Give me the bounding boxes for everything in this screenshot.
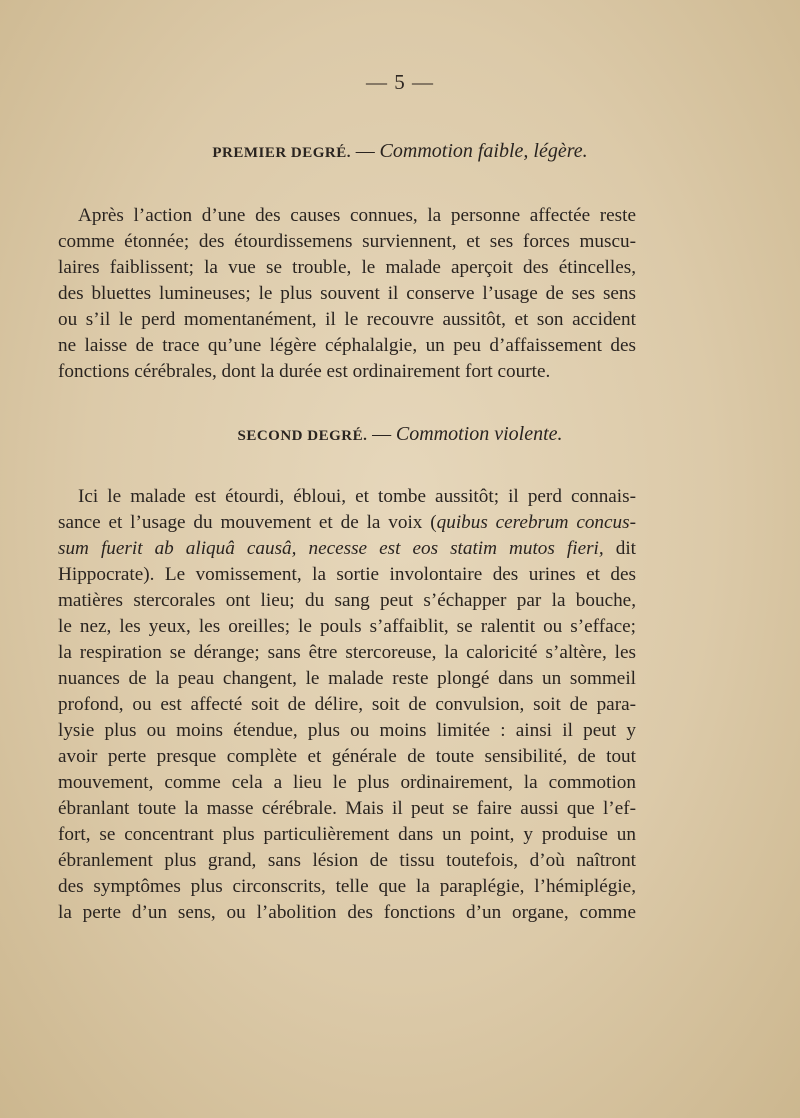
text-line: mouvement, comme cela a lieu le plus ordinairement, la commotion [58, 772, 636, 793]
section-heading-second-degre [0, 423, 800, 446]
text-line: la respiration se dérange; sans être stercoreuse, la caloricité s’altère, les [58, 642, 636, 663]
text-line: fonctions cérébrales, dont la durée est ordinairement fort courte. [58, 361, 551, 382]
paragraph-premier-degre [58, 203, 636, 385]
text-line [58, 536, 636, 562]
text-line: avoir perte presque complète et générale de toute sensibilité, de tout [58, 746, 636, 767]
section-label: PREMIER DEGRÉ. [212, 145, 352, 161]
latin-quote: quibus cerebrum concus- [436, 512, 636, 533]
text-line: matières stercorales ont lieu; du sang peut s’échapper par la bouche, [58, 590, 636, 611]
text-line: fort, se concentrant plus particulièrement dans un point, y produise un [58, 824, 636, 845]
page-number: — 5 — [366, 70, 434, 94]
text-line [58, 510, 636, 536]
section-heading-premier-degre [0, 140, 800, 163]
text-line: des symptômes plus circonscrits, telle que la paraplégie, l’hémiplégie, [58, 876, 636, 897]
text-line: laires faiblissent; la vue se trouble, le malade aperçoit des étincelles, [58, 257, 636, 278]
text-line: ne laisse de trace qu’une légère céphalalgie, un peu d’affaissement des [58, 335, 636, 356]
heading-dash: — [372, 424, 392, 445]
text-line: des bluettes lumineuses; le plus souvent il conserve l’usage de ses sens [58, 283, 636, 304]
section-title: Commotion violente. [395, 423, 563, 445]
section-label: SECOND DEGRÉ. [237, 428, 368, 444]
section-title: Commotion faible, légère. [379, 140, 588, 162]
text-line: Ici le malade est étourdi, ébloui, et tombe aussitôt; il perd connais- [78, 486, 636, 507]
text-run: dit [603, 538, 636, 559]
text-line: lysie plus ou moins étendue, plus ou moins limitée : ainsi il peut y [58, 720, 636, 741]
latin-quote: sum fuerit ab aliquâ causâ, necesse est eos statim mutos fieri, [58, 538, 604, 559]
text-line: comme étonnée; des étourdissemens surviennent, et ses forces muscu- [58, 231, 636, 252]
text-line: Après l’action d’une des causes connues, la personne affectée reste [78, 205, 636, 226]
text-line: Hippocrate). Le vomissement, la sortie involontaire des urines et des [58, 564, 636, 585]
text-line: profond, ou est affecté soit de délire, soit de convulsion, soit de para- [58, 694, 636, 715]
text-run: sance et l’usage du mouvement et de la voix ( [58, 512, 437, 533]
text-line: ébranlant toute la masse cérébrale. Mais il peut se faire aussi que l’ef- [58, 798, 636, 819]
text-line: ou s’il le perd momentanément, il le recouvre aussitôt, et son accident [58, 309, 636, 330]
paragraph-second-degre [58, 484, 636, 926]
text-line: le nez, les yeux, les oreilles; le pouls s’affaiblit, se ralentit ou s’efface; [58, 616, 636, 637]
text-line: la perte d’un sens, ou l’abolition des fonctions d’un organe, comme [58, 902, 636, 923]
text-line: ébranlement plus grand, sans lésion de tissu toutefois, d’où naîtront [58, 850, 636, 871]
heading-dash: — [355, 141, 375, 162]
text-line: nuances de la peau changent, le malade reste plongé dans un sommeil [58, 668, 636, 689]
